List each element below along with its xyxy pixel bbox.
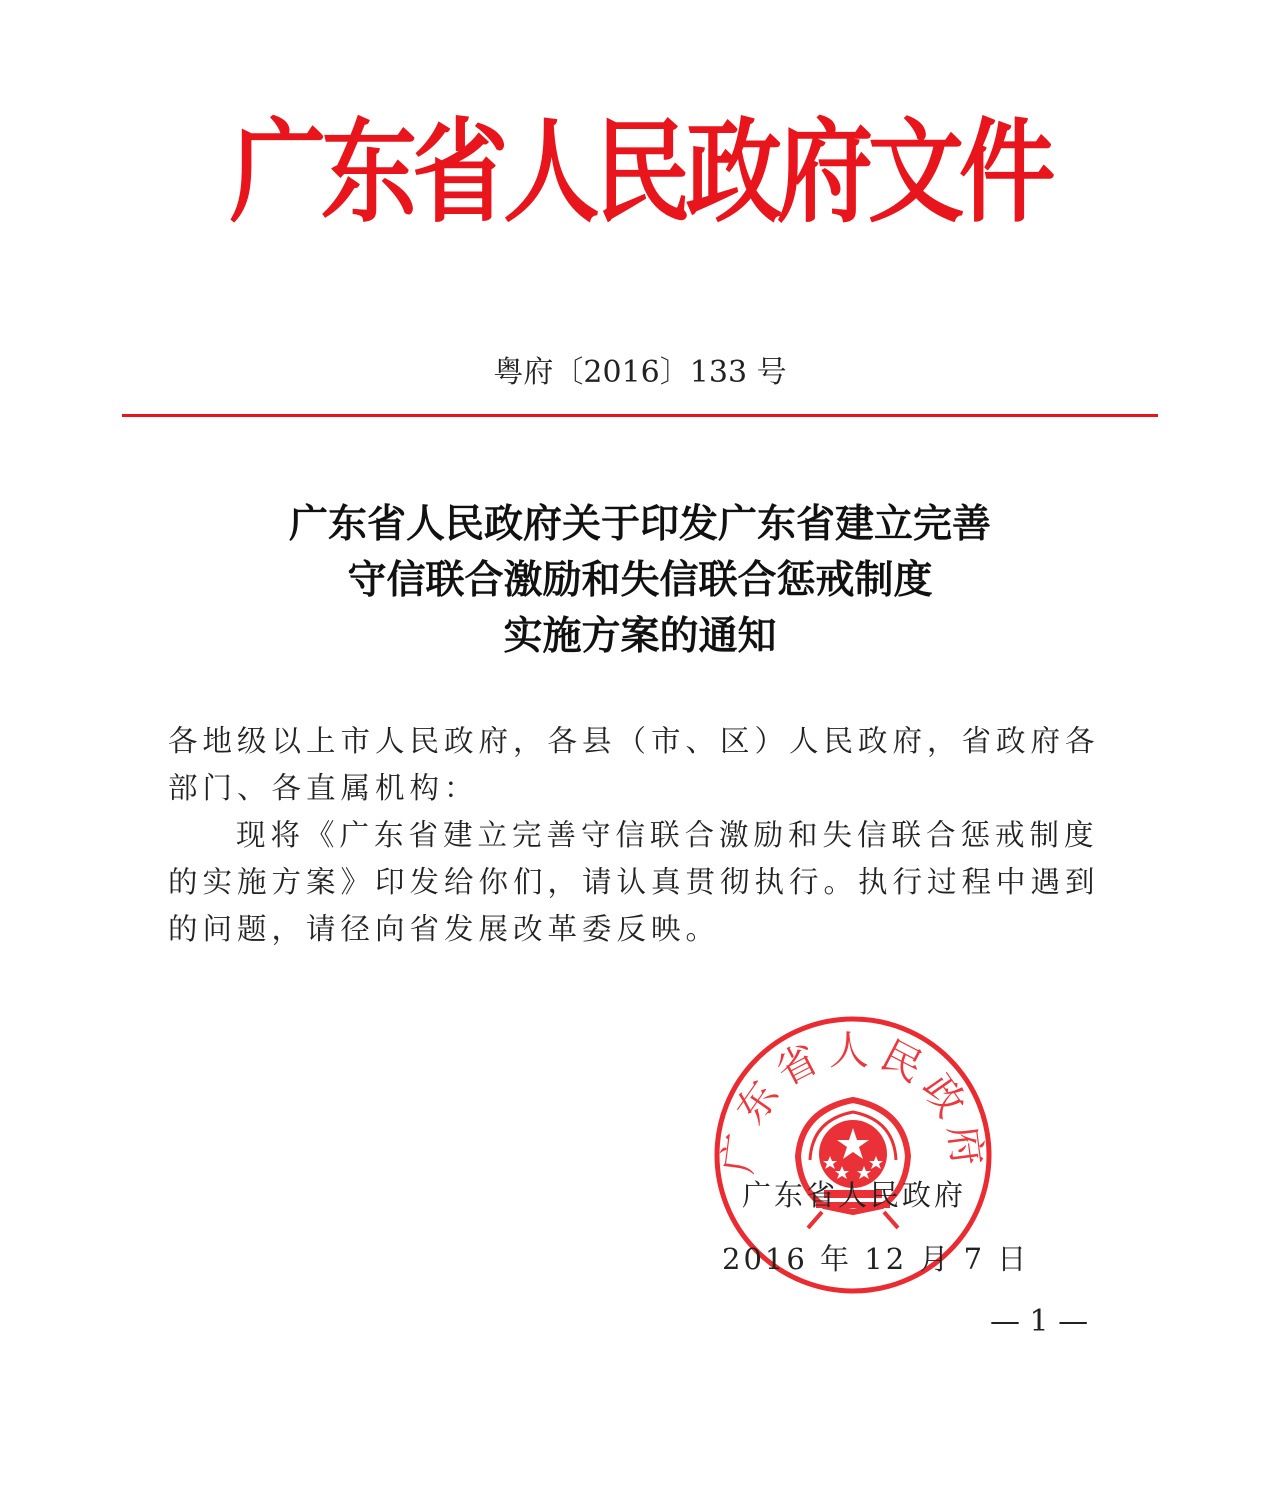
document-number: 粤府〔2016〕133 号 xyxy=(493,355,787,390)
title-line-3: 实施方案的通知 xyxy=(503,613,777,659)
seal-text: 广东省人民政府 xyxy=(715,1027,991,1177)
document-masthead: 广东省人民政府文件 xyxy=(229,108,1051,238)
page-number: — 1 — xyxy=(990,1304,1089,1339)
issue-date: 2016 年 12 月 7 日 xyxy=(722,1242,1030,1276)
red-divider-line xyxy=(122,414,1158,417)
title-line-1: 广东省人民政府关于印发广东省建立完善 xyxy=(288,501,991,547)
addressee-paragraph: 各地级以上市人民政府，各县（市、区）人民政府，省政府各部门、各直属机构： xyxy=(168,724,1100,805)
document-title xyxy=(0,496,1280,664)
title-line-2: 守信联合激励和失信联合惩戒制度 xyxy=(347,557,933,603)
document-body xyxy=(168,718,1118,953)
signing-organization: 广东省人民政府 xyxy=(742,1178,967,1212)
main-paragraph: 现将《广东省建立完善守信联合激励和失信联合惩戒制度的实施方案》印发给你们，请认真贯彻执行。执行过程中遇到的问题，请径向省发展改革委反映。 xyxy=(168,818,1100,946)
